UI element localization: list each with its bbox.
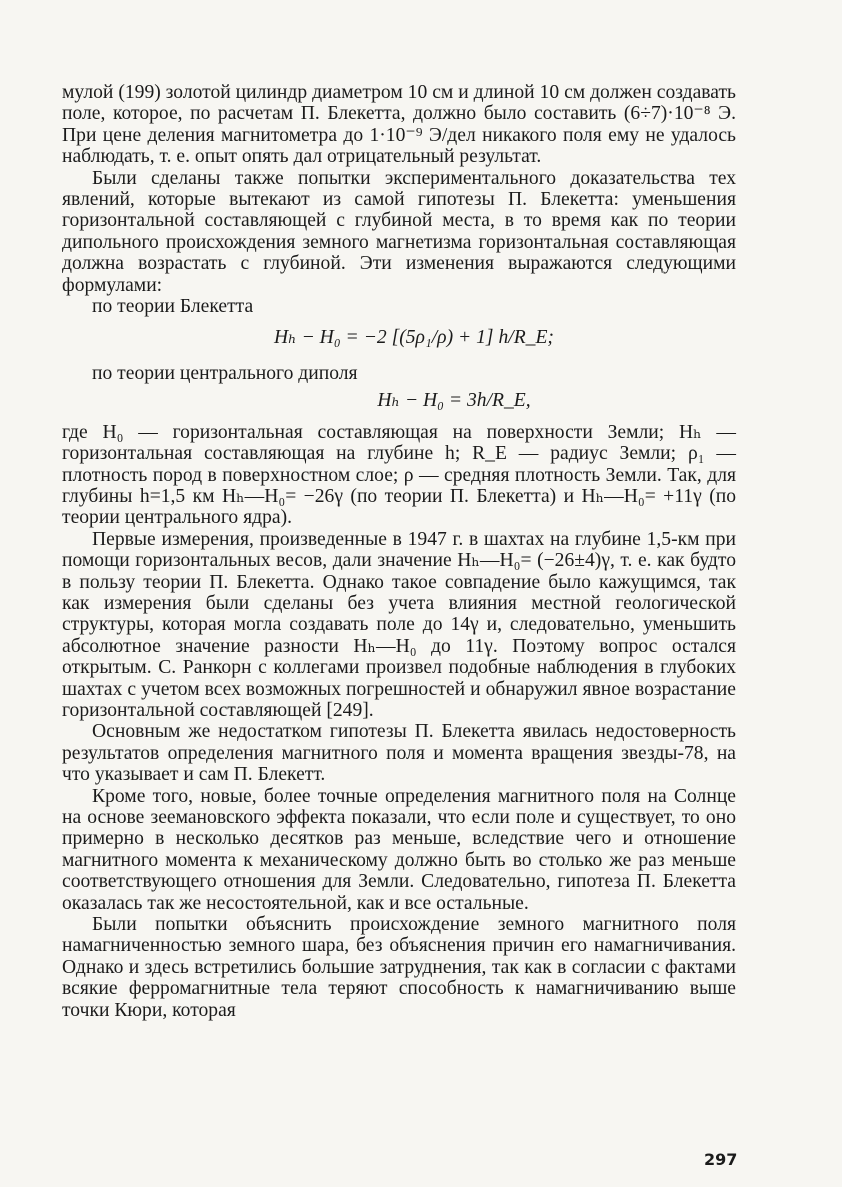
paragraph-4: Первые измерения, произведенные в 1947 г. в шахтах на глубине 1,5-км при помощи горизонтальных весов, дали значение Hₕ—H₀= (−26±4)γ, т. е. как будто в пользу теории П. Блекетта. Однако такое совпадение было кажущимся, так как измерения были сделаны без учета влияния местной геологической структуры, которая могла создавать поле до 14γ и, следовательно, уменьшить абсолютное значение разности Hₕ—H₀ до 11γ. Поэтому вопрос остался открытым. С. Ранкорн с коллегами произвел подобные наблюдения в глубоких шахтах с учетом всех возможных погрешностей и обнаружил явное возрастание горизонтальной составляющей [249]. xyxy=(62,528,736,721)
paragraph-5: Основным же недостатком гипотезы П. Блекетта явилась недостоверность результатов определения магнитного поля и момента вращения звезды-78, на что указывает и сам П. Блекетт. xyxy=(62,721,736,786)
paragraph-2: Были сделаны также попытки экспериментального доказательства тех явлений, которые вытекают из самой гипотезы П. Блекетта: уменьшения горизонтальной составляющей с глубиной места, в то время как по теории дипольного происхождения земного магнетизма горизонтальная составляющая должна возрастать с глубиной. Эти изменения выражаются следующими формулами: xyxy=(62,167,736,296)
formula-lead-blackett: по теории Блекетта xyxy=(92,296,254,318)
paragraph-1: мулой (199) золотой цилиндр диаметром 10 см и длиной 10 см должен создавать поле, которое, по расчетам П. Блекетта, должно было составить (6÷7)·10⁻⁸ Э. При цене деления магнитометра до 1·10⁻⁹ Э/дел никакого поля ему не удалось наблюдать, т. е. опыт опять дал отрицательный результат. xyxy=(62,82,736,168)
formula-dipole: Hₕ − H₀ = 3h/R_E, xyxy=(377,390,531,412)
paragraph-3: где H₀ — горизонтальная составляющая на поверхности Земли; Hₕ — горизонтальная составляющая на глубине h; R_E — радиус Земли; ρ₁ — плотность пород в поверхностном слое; ρ — средняя плотность Земли. Так, для глубины h=1,5 км Hₕ—H₀= −26γ (по теории П. Блекетта) и Hₕ—H₀= +11γ (по теории центрального ядра). xyxy=(62,421,736,529)
page-number: 297 xyxy=(704,1150,738,1169)
page-body xyxy=(62,82,736,1021)
paragraph-6: Кроме того, новые, более точные определения магнитного поля на Солнце на основе зеемановского эффекта показали, что если поле и существует, то оно примерно в несколько десятков раз меньше, вследствие чего и отношение магнитного момента к механическому должно быть во столько же раз меньше соответствующего отношения для Земли. Следовательно, гипотеза П. Блекетта оказалась так же несостоятельной, как и все остальные. xyxy=(62,785,736,914)
formula-lead-dipole: по теории центрального диполя xyxy=(92,362,358,384)
paragraph-7: Были попытки объяснить происхождение земного магнитного поля намагниченностью земного шара, без объяснения причин его намагничивания. Однако и здесь встретились большие затруднения, так как в согласии с фактами всякие ферромагнитные тела теряют способность к намагничиванию выше точки Кюри, которая xyxy=(62,914,736,1021)
formula-blackett: Hₕ − H₀ = −2 [(5ρ₁/ρ) + 1] h/R_E; xyxy=(274,327,554,349)
